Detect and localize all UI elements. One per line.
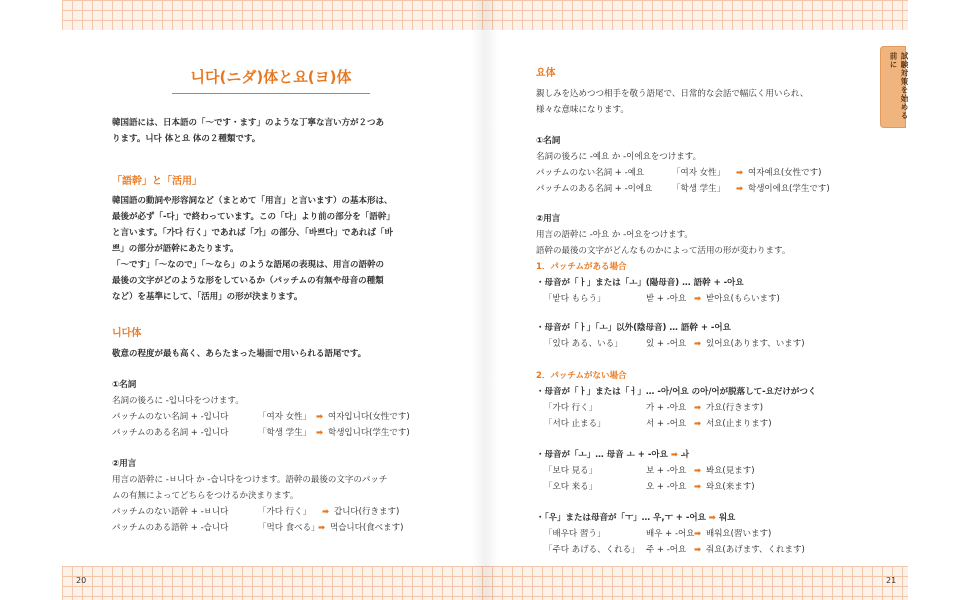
nida-meishi-desc: 名詞の後ろに -입니다をつけます。 (112, 396, 244, 406)
row-pattern: パッチムのある語幹 + -습니다 (112, 523, 229, 533)
gokan-line-6: 最後の文字がどのような形をしているか（パッチムの有無や母音の種類 (112, 276, 384, 286)
rule-text: ・母音が「ㅗ」… 母音 ㅗ + -아요 (536, 450, 668, 460)
case2-a-rule: ・母音が「ㅏ」または「ㅓ」… -아/어요 の아/어が脱落して-요だけがつく (536, 387, 817, 397)
case2-c-rule (536, 512, 871, 524)
example-formula: 주 + -어요 (646, 545, 687, 555)
row-pattern: パッチムのない名詞 + -입니다 (112, 412, 229, 422)
row-example: 「먹다 食べる」 (258, 523, 320, 533)
yo-meishi-heading: ①名詞 (536, 136, 561, 146)
section-side-tab[interactable] (880, 46, 909, 128)
example-result: 받아요(もらいます) (706, 294, 780, 304)
book-gutter (472, 0, 498, 600)
page-number-left: 20 (76, 576, 87, 585)
example-result: 배워요(習います) (706, 529, 772, 539)
case1-b-rule: ・母音が「ㅏ」「ㅗ」以外(陰母音) … 語幹 + -어요 (536, 323, 731, 333)
gokan-heading: 「語幹」と「活用」 (112, 176, 202, 187)
intro-line-2: ります。니다 体と요 体の２種類です。 (112, 134, 261, 144)
example-word: 「있다 ある、いる」 (544, 339, 623, 349)
yo-desc-2: 様々な意味になります。 (536, 105, 629, 115)
row-pattern: パッチムのない語幹 + -ㅂ니다 (112, 507, 229, 517)
nida-heading: 니다体 (112, 328, 142, 339)
row-result: 학생입니다(学生です) (328, 428, 410, 438)
example-result: 서요(止まります) (706, 419, 772, 429)
rule-text: ・「우」または母音が「ㅜ」… 우,ㅜ + -어요 (536, 513, 706, 523)
example-result: 봐요(見ます) (706, 466, 755, 476)
example-result: 줘요(あげます、くれます) (706, 545, 805, 555)
row-example: 「여자 女性」 (672, 168, 726, 178)
right-arrow-icon: ➡ (694, 339, 702, 349)
page-title-wrap (172, 66, 370, 94)
row-example: 「가다 行く」 (258, 507, 312, 517)
right-arrow-icon: ➡ (318, 523, 326, 533)
right-arrow-icon: ➡ (694, 403, 702, 413)
example-word: 「가다 行く」 (544, 403, 598, 413)
right-arrow-icon: ➡ (694, 545, 702, 555)
gokan-line-2: 最後が必ず「-다」で終わっています。この「다」より前の部分を「語幹」 (112, 212, 395, 222)
right-arrow-icon: ➡ (322, 507, 330, 517)
example-result: 있어요(あります、います) (706, 339, 805, 349)
row-result: 여자입니다(女性です) (328, 412, 410, 422)
example-formula: 가 + -아요 (646, 403, 687, 413)
right-arrow-icon: ➡ (694, 482, 702, 492)
right-arrow-icon: ➡ (316, 428, 324, 438)
row-pattern: パッチムのある名詞 + -이에요 (536, 184, 653, 194)
example-word: 「주다 あげる、くれる」 (544, 545, 640, 555)
example-word: 「받다 もらう」 (544, 294, 606, 304)
right-arrow-icon: ➡ (736, 168, 744, 178)
example-result: 와요(来ます) (706, 482, 755, 492)
row-pattern: パッチムのある名詞 + -입니다 (112, 428, 229, 438)
example-formula: 서 + -어요 (646, 419, 687, 429)
example-formula: 받 + -아요 (646, 294, 687, 304)
example-word: 「서다 止まる」 (544, 419, 606, 429)
example-word: 「보다 見る」 (544, 466, 598, 476)
right-arrow-icon: ➡ (736, 184, 744, 194)
example-formula: 배우 + -어요 (646, 529, 695, 539)
row-example: 「학생 学生」 (258, 428, 312, 438)
example-formula: 오 + -아요 (646, 482, 687, 492)
gokan-line-7: など）を基準にして、「活用」の形が決まります。 (112, 292, 303, 302)
example-formula: 보 + -아요 (646, 466, 687, 476)
nida-meishi-heading: ①名詞 (112, 380, 137, 390)
row-result: 갑니다(行きます) (334, 507, 400, 517)
rule-result: 워요 (718, 513, 736, 523)
example-word: 「배우다 習う」 (544, 529, 606, 539)
right-arrow-icon: ➡ (694, 419, 702, 429)
nida-yogen-desc-2: ムの有無によってどちらをつけるか決まります。 (112, 491, 299, 501)
yo-yogen-desc-1: 用言の語幹に -아요 か -어요をつけます。 (536, 230, 693, 240)
nida-yogen-desc-1: 用言の語幹に -ㅂ니다 か -습니다をつけます。語幹の最後の文字のパッチ (112, 475, 388, 485)
gokan-line-1: 韓国語の動詞や形容詞など（まとめて「用言」と言います）の基本形は、 (112, 196, 393, 206)
yo-heading: 요体 (536, 68, 556, 79)
gokan-line-3: と言います。「가다 行く」であれば「가」の部分、「바쁘다」であれば「바 (112, 228, 393, 238)
gokan-line-4: 쁘」の部分が語幹にあたります。 (112, 244, 239, 254)
gokan-line-5: 「〜です」「〜なので」「〜なら」のような語尾の表現は、用言の語幹の (112, 260, 385, 270)
nida-yogen-heading: ②用言 (112, 459, 137, 469)
case1-a-rule: ・母音が「ㅏ」または「ㅗ」(陽母音) … 語幹 + -아요 (536, 278, 744, 288)
example-formula: 있 + -어요 (646, 339, 687, 349)
page-number-right: 21 (886, 576, 897, 585)
right-arrow-icon: ➡ (708, 513, 719, 523)
yo-yogen-heading: ②用言 (536, 214, 561, 224)
right-arrow-icon: ➡ (694, 294, 702, 304)
right-arrow-icon: ➡ (694, 466, 702, 476)
row-pattern: パッチムのない名詞 + -예요 (536, 168, 645, 178)
case2-b-rule (536, 449, 871, 461)
page-title: 니다(ニダ)体と요(ヨ)体 (172, 66, 370, 94)
example-word: 「오다 来る」 (544, 482, 598, 492)
yo-meishi-desc: 名詞の後ろに -예요 か -이에요をつけます。 (536, 152, 702, 162)
right-arrow-icon: ➡ (670, 450, 681, 460)
case2-heading: 2．パッチムがない場合 (536, 371, 627, 381)
row-result: 여자예요(女性です) (748, 168, 822, 178)
yo-desc-1: 親しみを込めつつ相手を敬う語尾で、日常的な会話で幅広く用いられ、 (536, 89, 809, 99)
intro-line-1: 韓国語には、日本語の「〜です・ます」のような丁寧な言い方が２つあ (112, 118, 385, 128)
row-example: 「학생 学生」 (672, 184, 726, 194)
row-result: 학생이에요(学生です) (748, 184, 830, 194)
yo-yogen-desc-2: 語幹の最後の文字がどんなものかによって活用の形が変わります。 (536, 246, 791, 256)
right-arrow-icon: ➡ (694, 529, 702, 539)
right-arrow-icon: ➡ (316, 412, 324, 422)
row-result: 먹습니다(食べます) (330, 523, 404, 533)
side-tab-label: 試験対策を始める前に (889, 52, 909, 120)
case1-heading: 1．パッチムがある場合 (536, 262, 627, 272)
row-example: 「여자 女性」 (258, 412, 312, 422)
example-result: 가요(行きます) (706, 403, 764, 413)
nida-desc: 敬意の程度が最も高く、あらたまった場面で用いられる語尾です。 (112, 349, 367, 359)
rule-result: ㅘ (680, 450, 690, 460)
